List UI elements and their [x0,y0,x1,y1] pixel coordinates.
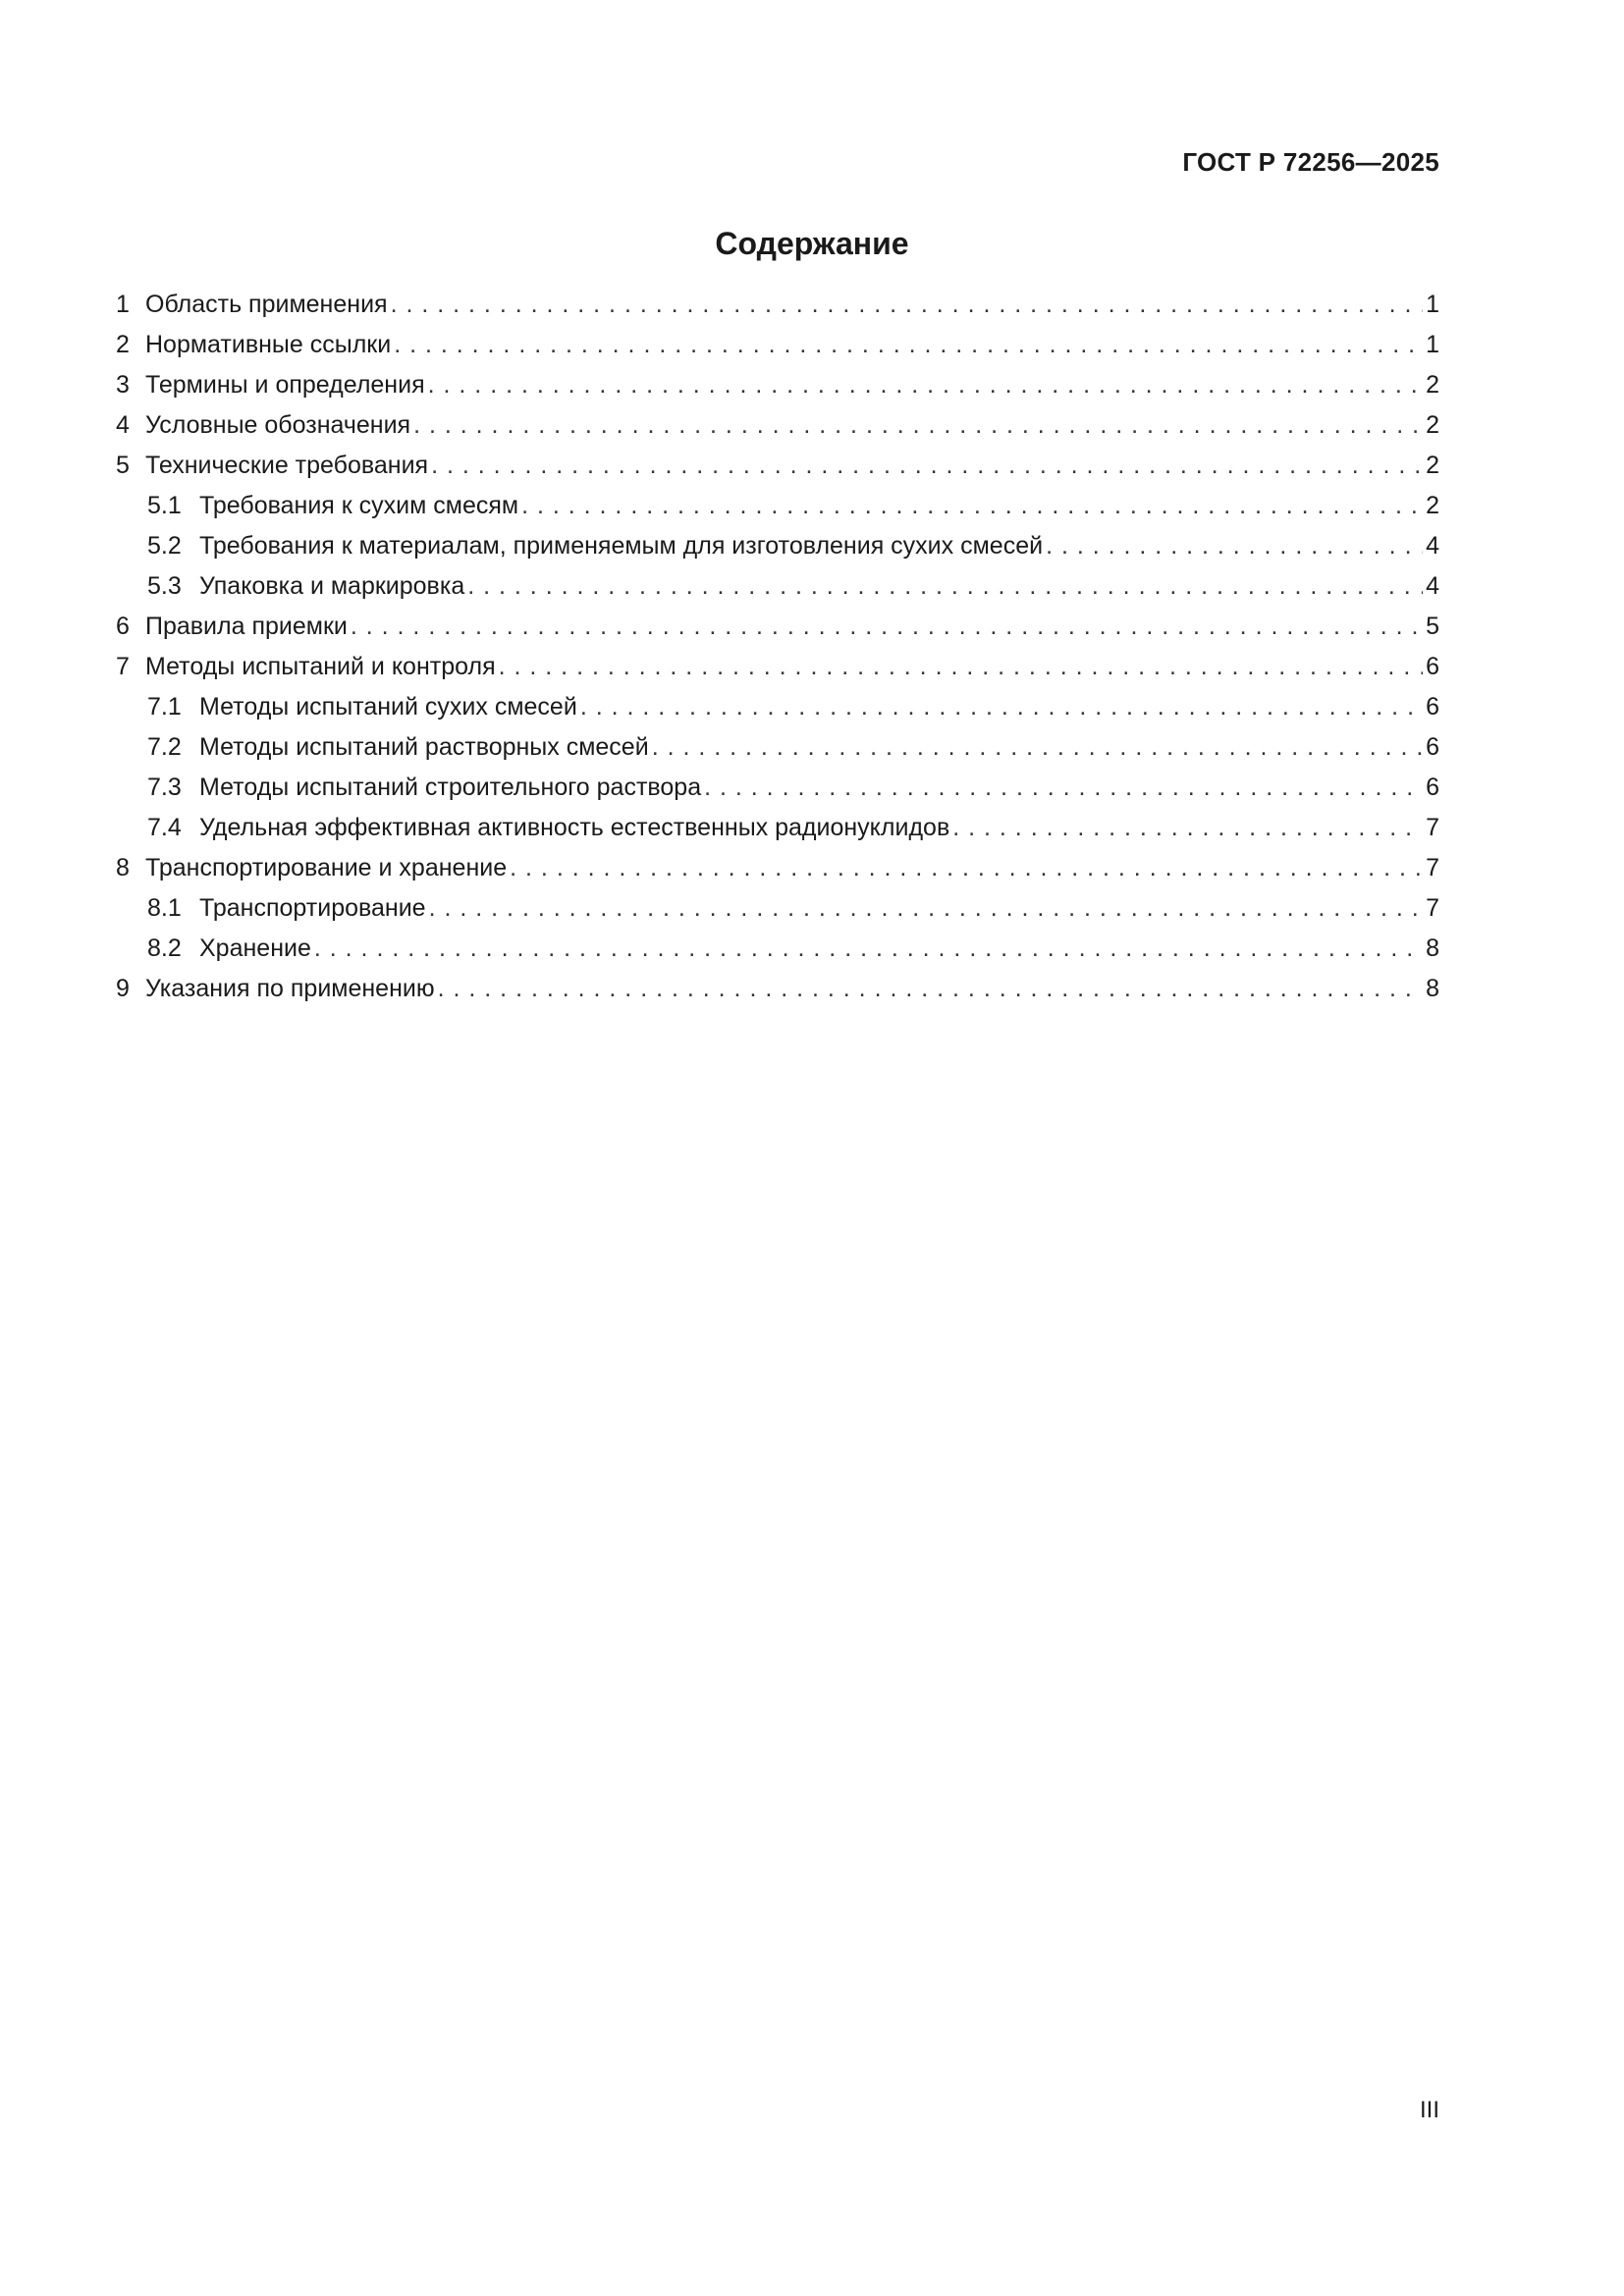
toc-entry-number: 7.4 [147,814,182,841]
toc-entry-page: 4 [1426,532,1439,560]
toc-entry-page: 2 [1426,452,1439,479]
toc-entry[interactable] [116,647,1439,687]
toc-dot-leader [1046,526,1423,566]
toc-entry-number: 7.1 [147,693,182,721]
toc-entry-title: Упаковка и маркировка [199,572,465,600]
toc-entry-title: Правила приемки [145,613,348,640]
toc-entry-title: Область применения [145,291,388,318]
toc-entry-number: 4 [116,411,130,439]
toc-entry[interactable] [116,285,1439,325]
toc-entry[interactable] [116,365,1439,405]
toc-dot-leader [580,687,1423,727]
toc-entry[interactable] [116,808,1439,848]
toc-entry[interactable] [116,526,1439,566]
toc-entry[interactable] [116,687,1439,727]
toc-dot-leader [652,727,1423,768]
toc-entry-page: 2 [1426,371,1439,399]
toc-entry-number: 3 [116,371,130,399]
toc-entry-page: 5 [1426,613,1439,640]
toc-entry-title: Удельная эффективная активность естественных радионуклидов [199,814,950,841]
toc-entry[interactable] [116,929,1439,969]
toc-entry-page: 6 [1426,733,1439,761]
toc-entry-number: 5 [116,452,130,479]
toc-entry-title: Указания по применению [145,975,435,1002]
toc-entry[interactable] [116,969,1439,1009]
toc-dot-leader [499,647,1423,687]
toc-entry-number: 8.2 [147,934,182,962]
toc-dot-leader [394,325,1423,365]
toc-entry-number: 9 [116,975,130,1002]
toc-entry-title: Хранение [199,934,311,962]
toc-entry-title: Требования к сухим смесям [199,492,519,519]
toc-entry-page: 2 [1426,411,1439,439]
toc-entry-page: 7 [1426,894,1439,922]
toc-entry[interactable] [116,566,1439,607]
toc-entry[interactable] [116,727,1439,768]
toc-entry-page: 8 [1426,934,1439,962]
toc-dot-leader [314,929,1423,969]
toc-title: Содержание [715,226,909,261]
toc-entry-title: Методы испытаний и контроля [145,653,496,680]
toc-entry[interactable] [116,405,1439,446]
toc-entry-title: Технические требования [145,452,429,479]
toc-dot-leader [429,888,1424,929]
toc-entry-number: 7.2 [147,733,182,761]
toc-entry-page: 6 [1426,774,1439,801]
toc-entry-number: 5.2 [147,532,182,560]
toc-entry[interactable] [116,486,1439,526]
toc-entry-title: Транспортирование и хранение [145,854,508,881]
toc-entry-title: Требования к материалам, применяемым для изготовления сухих смесей [199,532,1044,560]
toc-dot-leader [428,365,1423,405]
toc-entry[interactable] [116,848,1439,888]
toc-entry-title: Методы испытаний растворных смесей [199,733,649,761]
toc-dot-leader [952,808,1423,848]
toc-entry-title: Нормативные ссылки [145,331,392,358]
toc-entry-page: 2 [1426,492,1439,519]
toc-entry[interactable] [116,325,1439,365]
toc-entry-number: 8 [116,854,130,881]
toc-entry[interactable] [116,768,1439,808]
toc-dot-leader [391,285,1424,325]
toc-entry-page: 1 [1426,291,1439,318]
toc-entry-title: Методы испытаний сухих смесей [199,693,577,721]
toc-dot-leader [351,607,1423,647]
toc-entry[interactable] [116,607,1439,647]
toc-dot-leader [704,768,1423,808]
toc-entry-title: Методы испытаний строительного раствора [199,774,702,801]
toc-entry-number: 7 [116,653,130,680]
page-number: III [1419,2097,1439,2123]
toc-entry-number: 1 [116,291,130,318]
toc-entry-page: 1 [1426,331,1439,358]
toc-dot-leader [438,969,1423,1009]
toc-entry-page: 8 [1426,975,1439,1002]
document-code: ГОСТ Р 72256—2025 [1182,147,1439,177]
toc-entry-number: 8.1 [147,894,182,922]
toc-dot-leader [431,446,1423,486]
toc-dot-leader [521,486,1423,526]
table-of-contents [116,285,1439,1009]
toc-entry[interactable] [116,446,1439,486]
toc-entry-number: 5.3 [147,572,182,600]
toc-entry-number: 6 [116,613,130,640]
toc-entry-number: 7.3 [147,774,182,801]
toc-entry-page: 6 [1426,653,1439,680]
toc-dot-leader [510,848,1423,888]
toc-entry-page: 7 [1426,814,1439,841]
toc-entry-title: Транспортирование [199,894,426,922]
toc-entry-number: 2 [116,331,130,358]
toc-entry-page: 7 [1426,854,1439,881]
toc-entry-title: Термины и определения [145,371,425,399]
toc-entry-title: Условные обозначения [145,411,411,439]
toc-entry-page: 6 [1426,693,1439,721]
toc-entry-page: 4 [1426,572,1439,600]
toc-entry-number: 5.1 [147,492,182,519]
toc-dot-leader [413,405,1423,446]
toc-dot-leader [467,566,1423,607]
toc-entry[interactable] [116,888,1439,929]
